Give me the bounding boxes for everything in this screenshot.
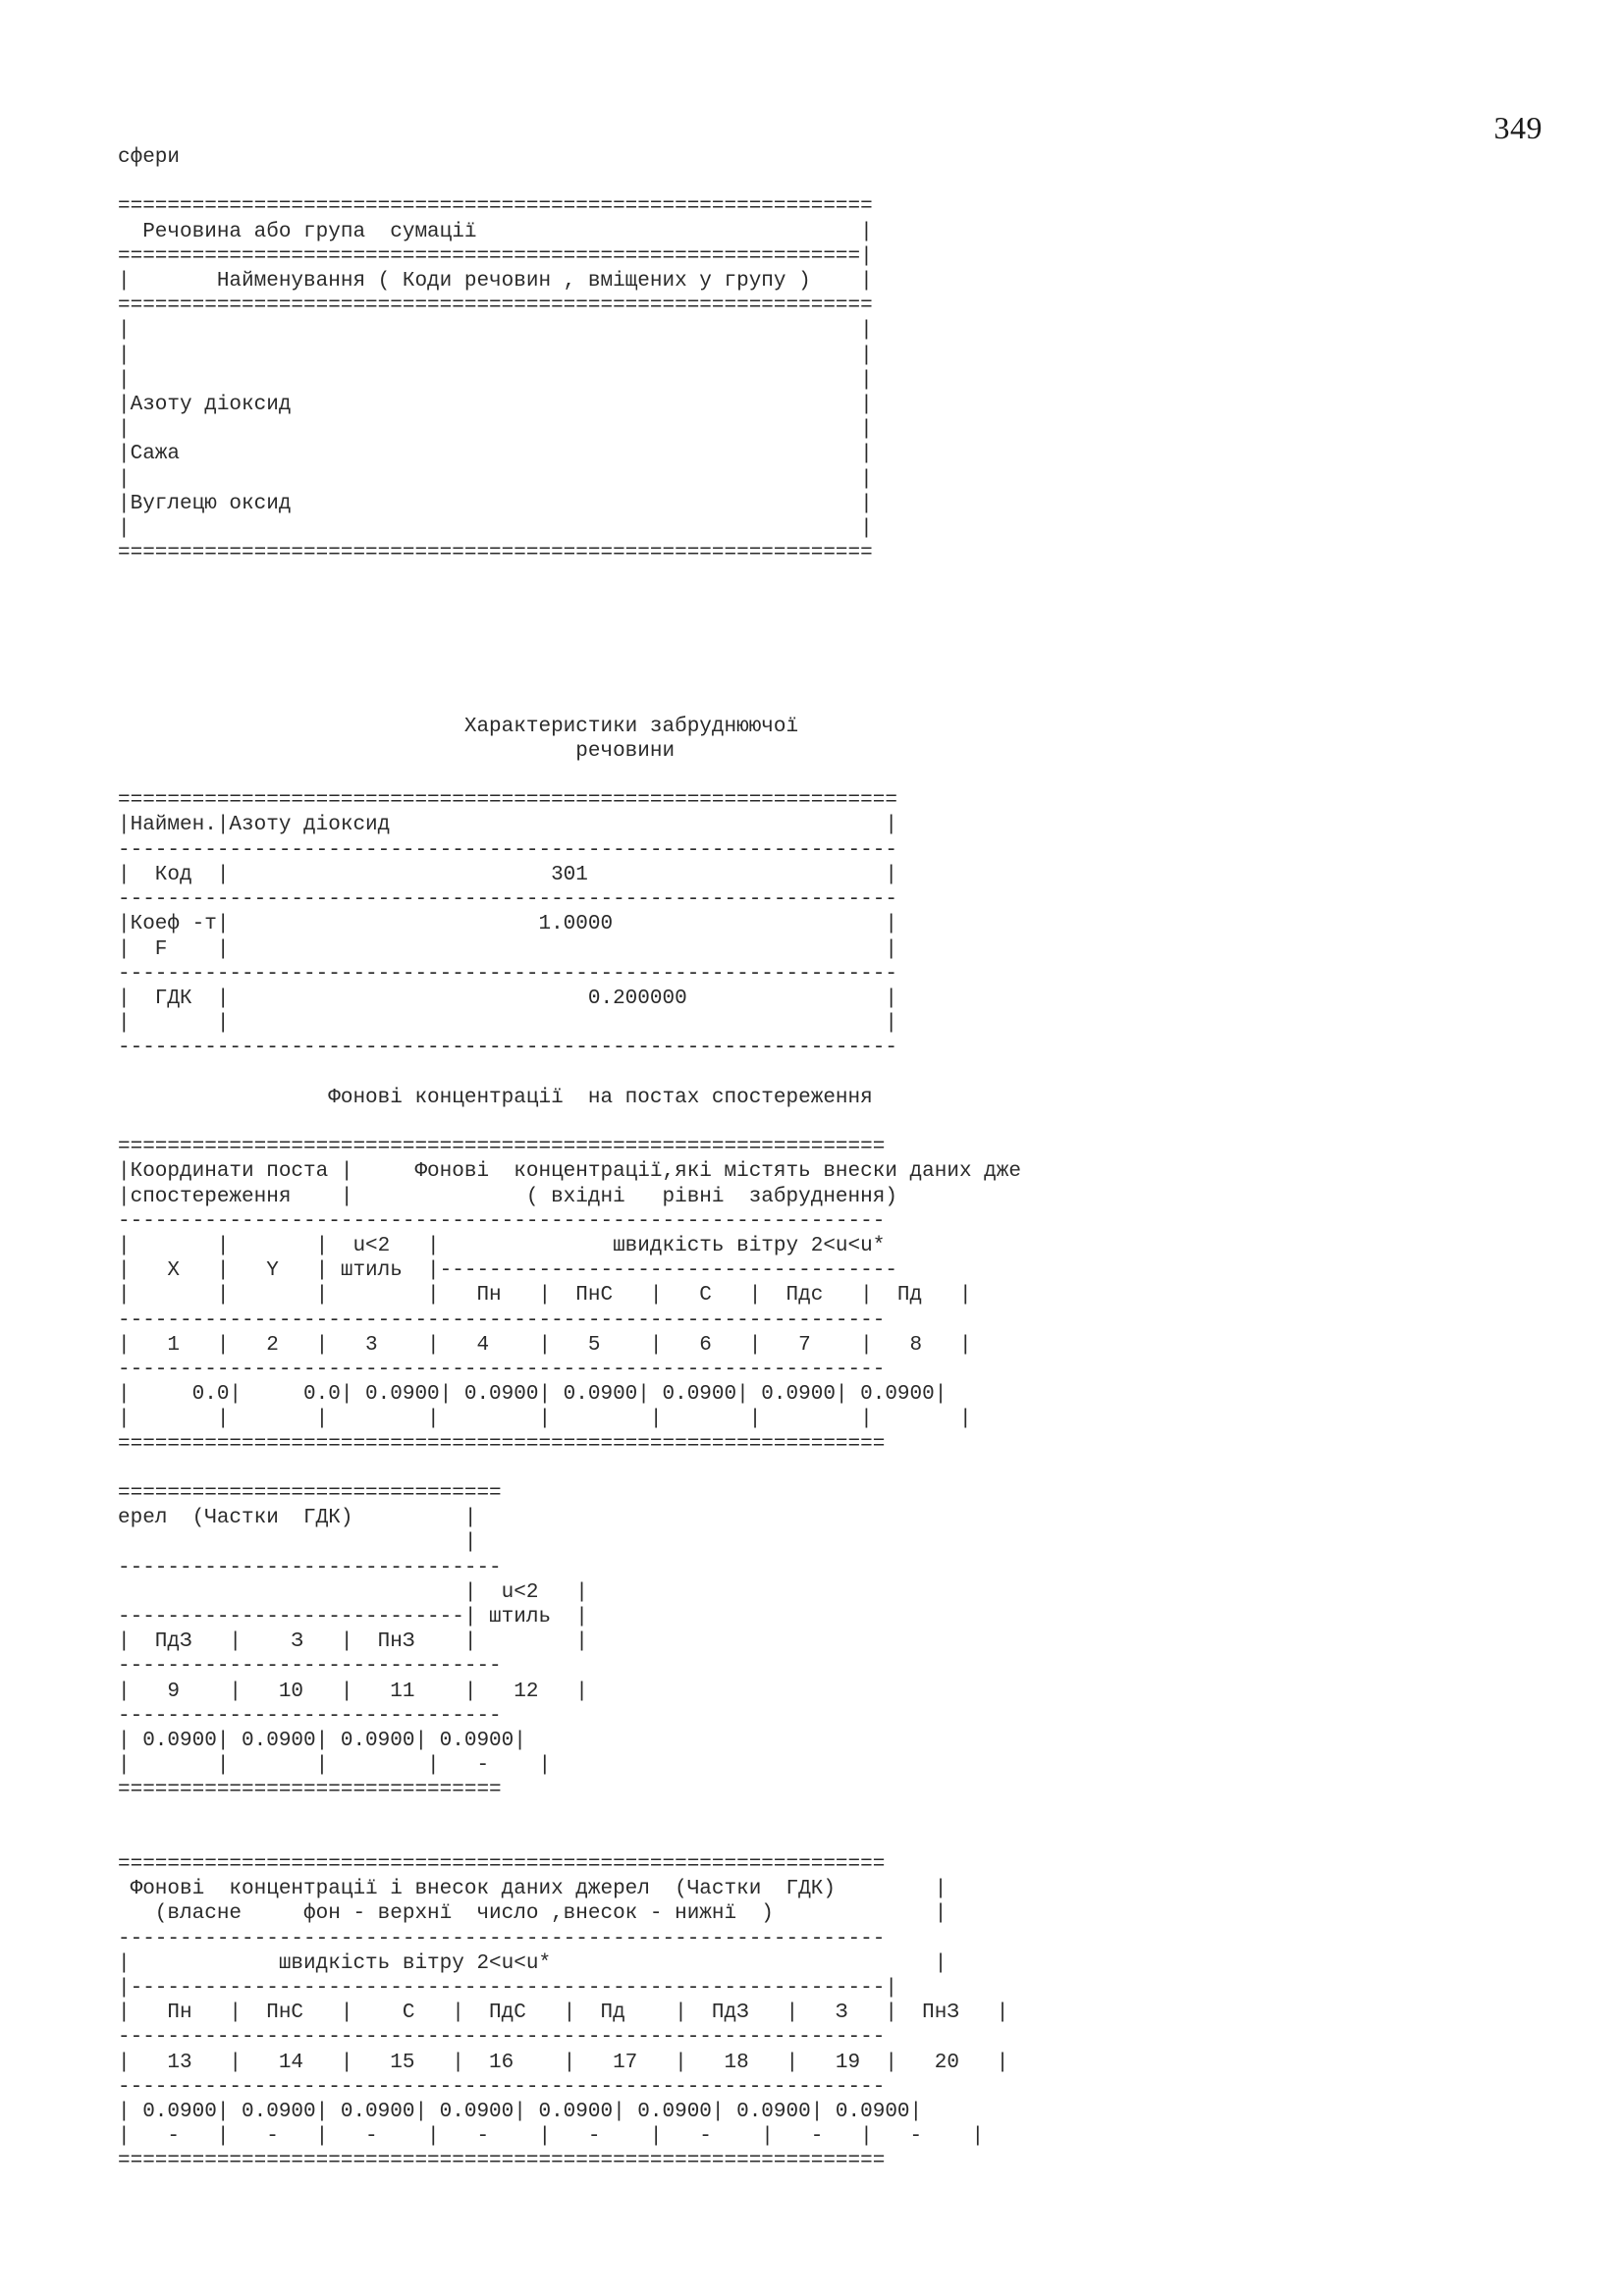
printout-line: | - | - | - | - | - | - | - | - | (118, 2125, 985, 2149)
printout-line (118, 1110, 1021, 1135)
printout-line: =============================== (118, 1481, 502, 1505)
printout-line: |Коеф -т| 1.0000 | (118, 913, 897, 936)
printout-line: ============================================================== (118, 1853, 886, 1877)
printout-line (118, 665, 1021, 689)
printout-line: ----------------------------| штиль | (118, 1605, 588, 1629)
printout-line: |Наймен.|Азоту діоксид | (118, 814, 897, 837)
printout-line: | 1 | 2 | 3 | 4 | 5 | 6 | 7 | 8 | (118, 1333, 972, 1357)
printout-line: | швидкість вітру 2<u<u* | (118, 1951, 947, 1975)
printout-line: ерел (Частки ГДК) | (118, 1507, 477, 1530)
printout-line (118, 1803, 1021, 1828)
printout-line: | | | u<2 | швидкість вітру 2<u<u* (118, 1234, 886, 1257)
printout-line: ============================================================== (118, 2150, 886, 2173)
printout-line: | u<2 | (118, 1580, 588, 1604)
printout-line: --------------------------------------------------------------- (118, 838, 897, 862)
printout-line: | Код | 301 | (118, 863, 897, 886)
printout-line: |Координати поста | Фонові концентрації,які містять внески даних дже (118, 1160, 1021, 1184)
printout-line: ============================================================== (118, 1432, 886, 1456)
printout-line: ============================================================= (118, 195, 873, 219)
printout-line: | Найменування ( Коди речовин , вміщених у групу ) | (118, 270, 873, 294)
printout-line: | | (118, 344, 873, 367)
printout-line: | | | (118, 1012, 897, 1036)
printout-line: Фонові концентрації і внесок даних джерел (Частки ГДК) | (118, 1878, 947, 1901)
printout-line: | 0.0900| 0.0900| 0.0900| 0.0900| 0.0900| 0.0900| 0.0900| 0.0900| (118, 2101, 923, 2124)
printout-line: Речовина або група сумації | (118, 220, 873, 243)
printout-line: | | (118, 517, 873, 541)
printout-line: | 9 | 10 | 11 | 12 | (118, 1680, 588, 1703)
printout-line: | | | | Пн | ПнС | С | Пдс | Пд | (118, 1284, 972, 1308)
printout-line: =============================== (118, 1779, 502, 1802)
printout-line: | 13 | 14 | 15 | 16 | 17 | 18 | 19 | 20 | (118, 2051, 1009, 2074)
printout-line: |Вуглецю оксид | (118, 492, 873, 515)
printout-line: ------------------------------- (118, 1556, 502, 1579)
printout-line: | 0.0| 0.0| 0.0900| 0.0900| 0.0900| 0.0900| 0.0900| 0.0900| (118, 1383, 947, 1407)
printout-line: ------------------------------- (118, 1704, 502, 1728)
printout-line (118, 615, 1021, 640)
printout-line (118, 689, 1021, 714)
printout-line: ============================================================= (118, 542, 873, 565)
printout-line: --------------------------------------------------------------- (118, 962, 897, 986)
printout-line: -------------------------------------------------------------- (118, 2075, 886, 2099)
printout-line: -------------------------------------------------------------- (118, 1358, 886, 1381)
printout-line (118, 764, 1021, 788)
printout-line: ============================================================= (118, 294, 873, 318)
printout-line: | | (118, 368, 873, 392)
page-number: 349 (1493, 110, 1543, 145)
printout-line: сфери (118, 146, 181, 169)
printout-line: | | (118, 418, 873, 442)
printout-line: | | | | - | (118, 1754, 552, 1778)
printout-line: | ПдЗ | З | ПнЗ | | (118, 1630, 588, 1654)
printout-line: -------------------------------------------------------------- (118, 2026, 886, 2050)
printout-line (118, 170, 1021, 194)
printout-line: | 0.0900| 0.0900| 0.0900| 0.0900| (118, 1730, 526, 1752)
printout-line: |Сажа | (118, 443, 873, 466)
printout-line (118, 1457, 1021, 1481)
printout-line: =============================================================== (118, 789, 897, 813)
printout-line: |Азоту діоксид | (118, 394, 873, 417)
printout-line: -------------------------------------------------------------- (118, 1209, 886, 1233)
printout-line: Фонові концентрації на постах спостереження (118, 1086, 873, 1109)
printout-line (118, 591, 1021, 615)
printout-line: --------------------------------------------------------------- (118, 888, 897, 912)
printout-line: --------------------------------------------------------------- (118, 1037, 897, 1060)
printout-line: ============================================================| (118, 244, 873, 268)
printout-line: (власне фон - верхнї число ,внесок - нижнї ) | (118, 1902, 947, 1926)
printout-line: | ГДК | 0.200000 | (118, 987, 897, 1010)
printout-line: | (118, 1531, 477, 1555)
printout-line: речовини (118, 739, 676, 763)
printout-line: Характеристики забруднюючої (118, 715, 799, 738)
printout-line: |спостереження | ( вхідні рівні забруднення) (118, 1185, 897, 1208)
printout-line (118, 565, 1021, 590)
printout-line: | Пн | ПнС | С | ПдС | Пд | ПдЗ | З | ПнЗ | (118, 2002, 1009, 2025)
printout-line: |-------------------------------------------------------------| (118, 1977, 897, 2001)
printout-line (118, 1828, 1021, 1852)
printout-line: -------------------------------------------------------------- (118, 1927, 886, 1950)
printout-line (118, 640, 1021, 665)
printout-line: | F | | (118, 937, 897, 961)
printout-line: | X | Y | штиль |------------------------------------- (118, 1259, 897, 1283)
printout-line: ------------------------------- (118, 1655, 502, 1679)
printout-line (118, 1061, 1021, 1086)
printout-line: ============================================================== (118, 1136, 886, 1159)
printout-line: | | (118, 467, 873, 491)
report-printout (118, 145, 1021, 2174)
printout-line: -------------------------------------------------------------- (118, 1308, 886, 1332)
printout-line: | | (118, 319, 873, 343)
printout-line: | | | | | | | | | (118, 1408, 972, 1431)
